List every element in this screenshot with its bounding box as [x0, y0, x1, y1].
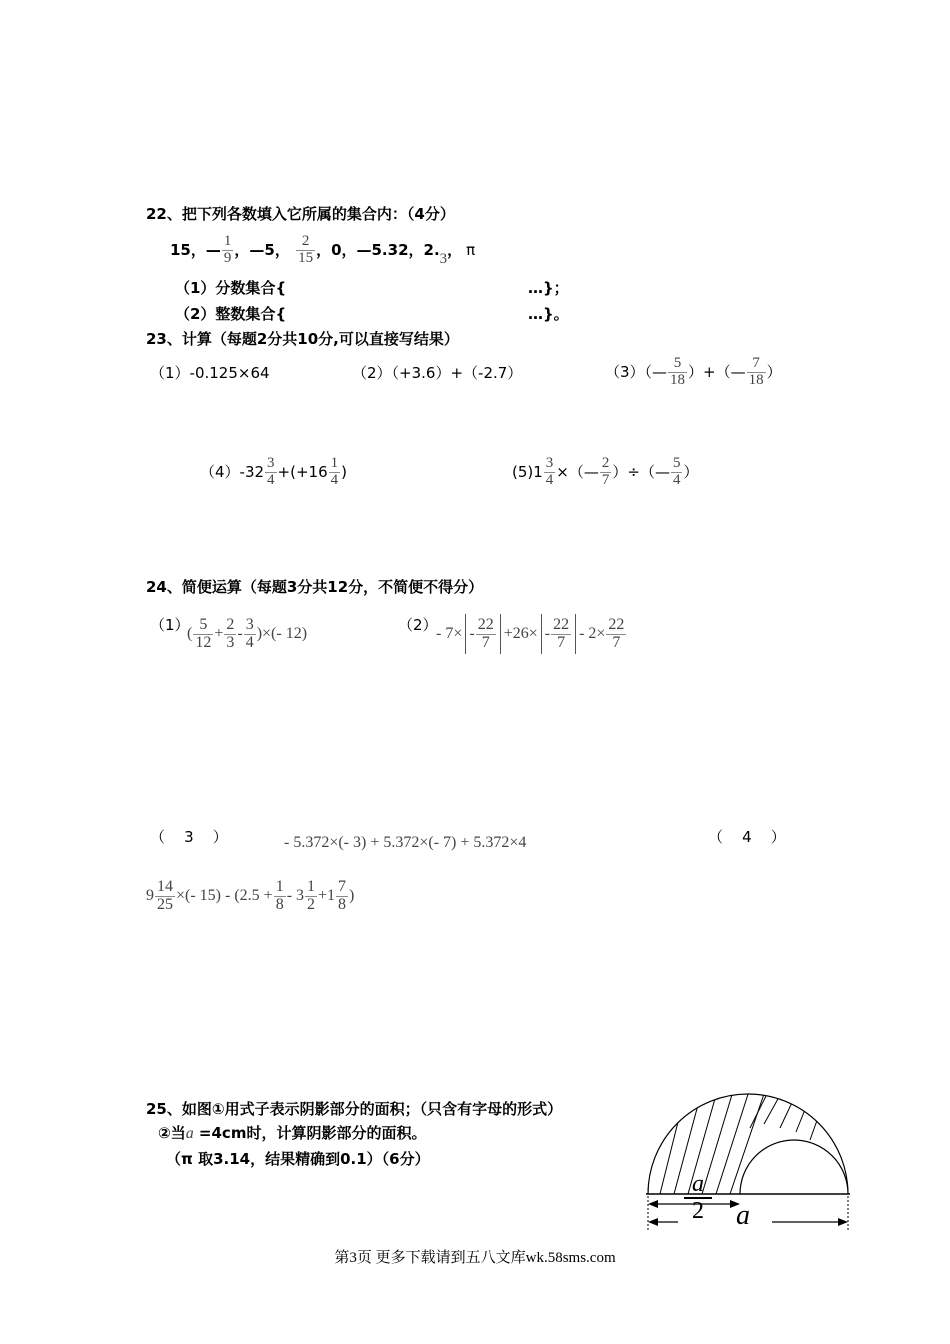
q22-title: 22、把下列各数填入它所属的集合内：（4分） — [146, 205, 455, 223]
q24-p4-n4: 7 — [338, 878, 347, 896]
q24-p4-d3: 2 — [307, 895, 316, 913]
semicircle-diagram — [640, 1088, 860, 1238]
q22-set2-end: …}。 — [528, 305, 569, 323]
q23-p5-frac3 — [671, 456, 683, 489]
q24-p4-frac2 — [274, 879, 286, 914]
q22-n2-num: 1 — [223, 233, 232, 250]
q22-numbers — [170, 230, 475, 271]
q23-p5-frac1 — [544, 456, 556, 489]
q23-p4-d1: 4 — [267, 472, 275, 488]
q23-p3-frac2 — [747, 356, 766, 389]
q22-sep1: ， — [234, 241, 250, 259]
q24-p2-t1: - 7× — [436, 625, 463, 642]
q24-p4-n1: 14 — [157, 878, 173, 896]
q24-p2-frac3 — [606, 617, 626, 652]
q25-line2 — [158, 1122, 426, 1143]
q23-p4-d2: 4 — [330, 472, 339, 488]
q22-set1-label: （1）分数集合{ — [175, 279, 287, 297]
q24-p4-whole: 9 — [146, 887, 154, 904]
q24-p2-frac2 — [551, 617, 571, 652]
q25-line2-post: =4cm时，计算阴影部分的面积。 — [193, 1124, 427, 1142]
q24-problem-3: - 5.372×(- 3) + 5.372×(- 7) + 5.372×4 — [284, 834, 527, 851]
q24-p1-post: )×(- 12) — [256, 625, 308, 642]
q24-p1-plus: + — [214, 625, 224, 642]
q24-p4-t1: ×(- 15) - (2.5 + — [176, 887, 273, 904]
q23-p3-pre: （3）（— — [605, 363, 668, 381]
q24-p4-frac3 — [305, 879, 317, 914]
q23-p4-n2: 1 — [330, 455, 339, 472]
q24-title: 24、简便运算（每题3分共12分，不简便不得分） — [146, 578, 484, 596]
label-a-over-2 — [684, 1172, 712, 1223]
q24-p2-t3: - 2× — [579, 625, 606, 642]
q22-fraction-1-9 — [222, 234, 234, 267]
q23-title: 23、计算（每题2分共10分,可以直接写结果） — [146, 330, 459, 348]
q22-repeating-digit: 3 — [439, 251, 448, 267]
q23-p3-d1: 18 — [670, 372, 686, 388]
q24-p1-b-d: 3 — [226, 633, 235, 651]
q24-p3-label: （ 3 ） — [150, 828, 228, 846]
q22-set1-end: …}； — [528, 279, 569, 297]
label-half-den: 2 — [692, 1198, 704, 1224]
q22-n4-num: 2 — [296, 234, 315, 251]
q24-p1-b-n: 2 — [226, 616, 235, 634]
q24-p1-minus: - — [237, 625, 243, 642]
q23-p3-d2: 18 — [748, 372, 764, 388]
q24-p2-n3: 22 — [608, 616, 625, 634]
q24-p1-a-n: 5 — [193, 617, 213, 635]
q24-p4-t3: +1 — [318, 887, 336, 904]
q23-p3-post: ） — [766, 363, 782, 381]
label-half-num: a — [692, 1171, 704, 1197]
q24-p4-n2: 1 — [275, 878, 284, 896]
q23-problem-4 — [200, 452, 347, 492]
q23-p3-n1: 5 — [668, 356, 687, 373]
q25-figure — [640, 1088, 860, 1238]
q23-problem-1: （1）-0.125×64 — [150, 364, 270, 382]
q22-rest-b: ， — [447, 241, 463, 259]
q24-p4-d1: 25 — [157, 895, 173, 913]
q24-p1-frac-b — [224, 617, 236, 652]
q24-problem-4 — [146, 874, 354, 918]
q23-p5-mid1: ×（— — [556, 463, 599, 481]
q25-variable-a: a — [185, 1125, 194, 1142]
q22-fraction-2-15 — [296, 234, 315, 267]
q24-p2-frac1 — [476, 617, 496, 652]
q24-p2-d2: 7 — [557, 633, 566, 651]
q24-p4-t2: - 3 — [286, 887, 305, 904]
arrowhead-half-left — [648, 1200, 658, 1208]
abs-bar-right-2 — [575, 614, 576, 654]
q23-p5-mid2: ）÷（— — [612, 463, 670, 481]
q24-problem-2 — [436, 612, 627, 656]
q23-p5-post: ） — [683, 463, 699, 481]
q24-p1-frac-a — [193, 617, 213, 652]
q24-p4-frac1 — [155, 879, 175, 914]
arrowhead-full-left — [648, 1218, 658, 1226]
q24-p4-label: （ 4 ） — [708, 828, 786, 846]
arrowhead-full-right — [838, 1218, 848, 1226]
q24-p2-m2: - — [544, 625, 551, 642]
q22-n4-den: 15 — [298, 250, 314, 266]
q24-p2-d3: 7 — [612, 633, 621, 651]
q23-p5-d1: 4 — [545, 472, 554, 488]
q24-p1-label: （1） — [150, 616, 190, 634]
page-footer: 第3页 更多下载请到五八文库wk.58sms.com — [334, 1250, 616, 1266]
q23-p4-n1: 3 — [267, 455, 275, 472]
q24-p2-label: （2） — [398, 616, 438, 634]
q24-p1-open: ( — [187, 625, 193, 642]
q22-n2-sign: — — [205, 241, 221, 259]
q23-p3-frac1 — [668, 356, 687, 389]
abs-bar-left-1 — [465, 614, 466, 654]
q22-set2-label: （2）整数集合{ — [175, 305, 287, 323]
q22-n2-den: 9 — [223, 250, 232, 266]
q22-n3: —5， — [249, 241, 290, 259]
q22-n1: 15， — [170, 241, 206, 259]
q25-line3: （π 取3.14，结果精确到0.1）（6分） — [166, 1150, 430, 1168]
q23-p5-pre: (5)1 — [512, 463, 543, 481]
abs-bar-right-1 — [500, 614, 501, 654]
q23-p4-pre: （4）-32 — [200, 463, 265, 481]
q23-problem-2: （2）（+3.6）+（-2.7） — [352, 364, 523, 382]
q23-p4-frac1 — [265, 456, 277, 489]
q25-line2-pre: ②当 — [158, 1124, 186, 1142]
q23-p4-mid: +(+16 — [277, 463, 328, 481]
q24-p4-d4: 8 — [338, 895, 347, 913]
q24-p4-frac4 — [336, 879, 348, 914]
q24-p2-n2: 22 — [553, 616, 570, 634]
abs-bar-left-2 — [541, 614, 542, 654]
q23-p5-d2: 7 — [601, 472, 610, 488]
label-a-full: a — [736, 1200, 750, 1231]
q24-p4-d2: 8 — [275, 895, 284, 913]
inner-arc — [740, 1140, 848, 1194]
q23-p5-frac2 — [600, 456, 612, 489]
q22-rest-a: ，0，—5.32，2. — [316, 241, 440, 259]
q23-p5-n1: 3 — [545, 455, 554, 472]
q24-p2-m1: - — [469, 625, 475, 642]
q23-p4-post: ) — [341, 463, 347, 481]
q24-p2-d1: 7 — [481, 633, 490, 651]
q23-p5-d3: 4 — [672, 472, 681, 488]
q24-p1-a-d: 12 — [195, 633, 212, 651]
q24-p1-c-n: 3 — [245, 616, 254, 634]
q23-p5-n2: 2 — [601, 455, 610, 472]
q23-p3-mid: ）+（— — [688, 363, 746, 381]
q24-p4-post: ) — [349, 887, 355, 904]
q24-p2-t2: +26× — [503, 625, 538, 642]
q23-p5-n3: 5 — [672, 455, 681, 472]
q24-p1-c-d: 4 — [245, 633, 254, 651]
q24-p2-n1: 22 — [477, 616, 494, 634]
q22-pi: π — [466, 241, 476, 259]
q23-problem-3 — [605, 352, 782, 392]
q24-problem-1 — [187, 612, 307, 656]
q24-p1-frac-c — [244, 617, 256, 652]
q23-p4-frac2 — [329, 456, 341, 489]
q23-problem-5 — [512, 452, 698, 492]
q23-p3-n2: 7 — [747, 356, 766, 373]
q24-p4-n3: 1 — [307, 878, 316, 896]
q25-line1: 25、如图①用式子表示阴影部分的面积；（只含有字母的形式） — [146, 1100, 563, 1118]
